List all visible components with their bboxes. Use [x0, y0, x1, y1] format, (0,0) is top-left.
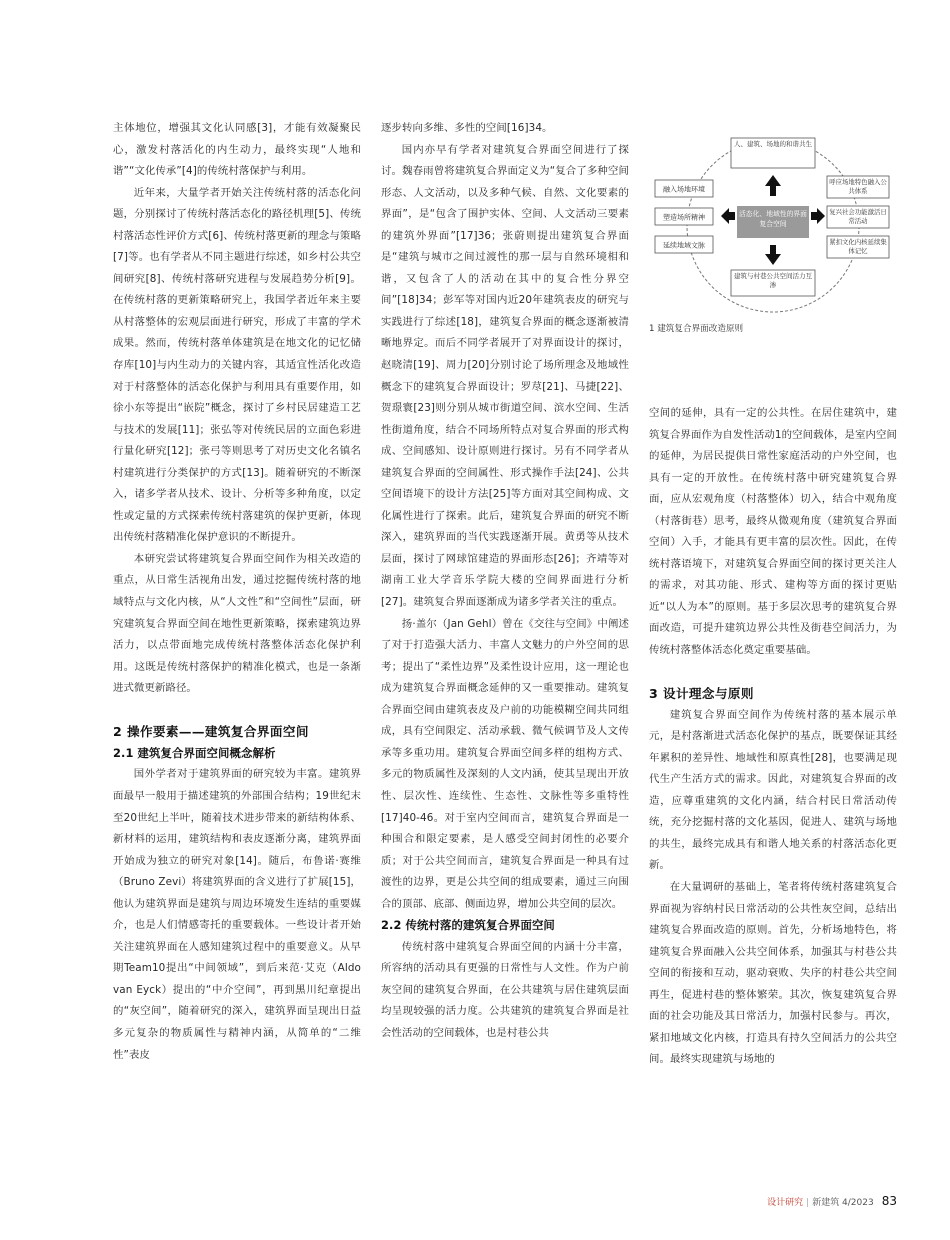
paragraph: 国外学者对于建筑界面的研究较为丰富。建筑界面最早一般用于描述建筑的外部围合结构；19世纪末至20世纪上半叶，随着技术进步带来的新结构体系、新材料的运用，建筑结构和表皮逐渐分离，建筑界面开始成为独立的研究对象[14]。随后，布鲁诺·赛维（Bruno Zevi）将建筑界面的含义进行了扩展[15]，他认为建筑界面是建筑与周边环境发生连结的重要媒介，也是人们情感寄托的重要载体。一些设计者开始关注建筑界面在人感知建筑过程中的重要意义。从早期Team10提出“中间领域”，到后来范·艾克（Aldo van Eyck）提出的“中介空间”，再到黑川纪章提出的“灰空间”，随着研究的深入，建筑界面呈现出日益多元复杂的物质属性与精神内涵，从简单的“二维性”表皮: [113, 768, 361, 1061]
paragraph: 建筑复合界面空间作为传统村落的基本展示单元，是村落渐进式活态化保护的基点，既要保证其经年累积的差异性、地域性和原真性[28]，也要满足现代生产生活方式的需求。因此，对建筑复合界面的改造，应尊重建筑的文化内涵，结合村民日常活动传统，充分挖掘村落的文化基因，促进人、建筑与场地的共生，最终完成具有和谐人地关系的村落活态化更新。: [649, 708, 897, 872]
page-number: 83: [881, 1194, 897, 1208]
text-column-1: [113, 118, 361, 1066]
left-box-3-label: 延续地域文脉: [663, 241, 705, 250]
footer-journal: 新建筑 4/2023: [812, 1198, 874, 1208]
left-box-1-label: 融入场地环境: [663, 185, 705, 194]
paragraph: 主体地位，增强其文化认同感[3]，才能有效凝聚民心，激发村落活化的内生动力，最终实现“人地和谐”“文化传承”[4]的传统村落保护与利用。: [113, 122, 361, 178]
bottom-box-label: 建筑与村巷公共空间活力互渗: [734, 272, 812, 289]
section-heading: 2 操作要素——建筑复合界面空间: [113, 724, 309, 740]
text-column-2: [381, 118, 629, 1045]
down-arrow-icon: [765, 245, 781, 265]
left-arrow-icon: [721, 208, 735, 224]
paragraph: 近年来，大量学者开始关注传统村落的活态化问题，分别探讨了传统村落活态化的路径机理[5]、传统村落活态性评价方式[6]、传统村落更新的理念与策略[7]等。也有学者从不同主题进行综述，如乡村公共空间研究[8]、传统村落研究进程与发展趋势分析[9]。在传统村落的更新策略研究上，我国学者近年来主要从村落整体的宏观层面进行研究，形成了丰富的学术成果。然而，传统村落单体建筑是在地文化的记忆储存库[10]与内生动力的关键内容，其适宜性活化改造对于村落整体的活态化保护与利用具有重要作用，如徐小东等提出“嵌院”概念，探讨了乡村民居建造工艺与技术的发展[11]；张弘等对传统民居的立面色彩进行量化研究[12]；张弓等则思考了对历史文化名镇名村建筑进行分类保护的方式[13]。随着研究的不断深入，诸多学者从技术、设计、分析等多种角度，以定性或定量的方式探索传统村落建筑的保护更新，体现出传统村落精准化保护意识的不断提升。: [113, 186, 361, 544]
paragraph: 在大量调研的基础上，笔者将传统村落建筑复合界面视为容纳村民日常活动的公共性灰空间，总结出建筑复合界面改造的原则。首先，分析场地特色，将建筑复合界面融入公共空间体系，加强其与村巷公共空间的衔接和互动，驱动衰败、失序的村巷公共空间再生，促进村巷的整体繁荣。其次，恢复建筑复合界面的社会功能及其日常活力，加强村民参与。再次，紧扣地域文化内核，打造具有持久空间活力的公共空间。最终实现建筑与场地的: [649, 881, 897, 1066]
design-principle-diagram: [649, 128, 897, 338]
right-arrow-icon: [811, 208, 825, 224]
footer-category: 设计研究: [767, 1198, 804, 1208]
section-heading: 3 设计理念与原则: [649, 686, 754, 702]
paragraph: 逐步转向多维、多性的空间[16]34。: [381, 122, 553, 134]
subsection-heading: 2.2 传统村落的建筑复合界面空间: [381, 918, 555, 933]
right-box-1-label: 呼应场地特色融入公共体系: [829, 178, 887, 195]
right-box-3-label: 紧扣文化内核延续集体记忆: [829, 238, 887, 255]
paragraph: 传统村落中建筑复合界面空间的内涵十分丰富，所容纳的活动具有更强的日常性与人文性。作为户前灰空间的建筑复合界面，在公共建筑与居住建筑层面均呈现较强的活力度。公共建筑的建筑复合界面是社会性活动的空间载体，也是村巷公共: [381, 940, 629, 1039]
paragraph: 本研究尝试将建筑复合界面空间作为相关改造的重点，从日常生活视角出发，通过挖掘传统村落的地域特点与文化内核，从“人文性”和“空间性”层面，研究建筑复合界面空间在地性更新策略，探索建筑边界活力，以点带面地完成传统村落整体活态化保护利用。这既是传统村落保护的精准化模式，也是一条渐进式微更新路径。: [113, 552, 361, 695]
right-box-2-label: 复兴社会功能激活日常活动: [829, 208, 887, 225]
top-box-label: 人、建筑、场地的和谐共生: [734, 140, 812, 148]
paragraph: 扬·盖尔（Jan Gehl）曾在《交往与空间》中阐述了对于打造强大活力、丰富人文魅力的户外空间的思考；提出了“柔性边界”及柔性设计应用，这一理论也成为建筑复合界面概念延伸的又一重要推动。建筑复合界面空间由建筑表皮及户前的功能模糊空间共同组成，具有空间限定、活动承载、微气候调节及人文传承等多重功用。建筑复合界面空间多样的组构方式、多元的物质属性及深刻的人文内涵，使其呈现出开放性、层次性、连续性、生态性、文脉性等多重特性[17]40-46。对于室内空间而言，建筑复合界面是一种围合和限定要素，是人感受空间封闭性的必要介质；对于公共空间而言，建筑复合界面是一种具有过渡性的边界，更是公共空间的组成要素，通过三向围合的顶部、底部、侧面边界，增加公共空间的层次。: [381, 617, 629, 910]
left-box-2-label: 塑造场所精神: [663, 213, 705, 222]
up-arrow-icon: [765, 175, 781, 196]
figure-caption: 1 建筑复合界面改造原则: [649, 324, 744, 334]
page-footer: 设计研究 | 新建筑 4/2023 83: [767, 1194, 897, 1208]
center-box-label: 活态化、地域性的界面复合空间: [739, 210, 807, 228]
text-column-3: [649, 403, 897, 1071]
paragraph: 国内亦早有学者对建筑复合界面空间进行了探讨。魏春雨曾将建筑复合界面定义为“复合了多种空间形态、人文活动，以及多种气候、自然、文化要素的界面”，是“包含了围护实体、空间、人文活动三要素的建筑外界面”[17]36；张蔚则提出建筑复合界面是“建筑与城市之间过渡性的那一层与自然环境相和谐，又包含了人的活动在其中的复合性分界空间”[18]34；彭军等对国内近20年建筑表皮的研究与实践进行了综述[18]，建筑复合界面的概念逐渐被清晰地界定。而后不同学者展开了对界面设计的探讨，赵晓清[19]、周力[20]分别讨论了场所理念及地域性概念下的建筑复合界面设计；罗荩[21]、马捷[22]、贺璟寰[23]则分别从城市街道空间、滨水空间、生活性街道角度，结合不同场所特点对复合界面的形式构成、空间感知、设计原则进行探讨。另有不同学者从建筑复合界面的空间属性、形式操作手法[24]、公共空间语境下的设计方法[25]等方面对其空间构成、文化属性进行了探索。此后，建筑复合界面的研究不断深入，建筑界面的当代实践逐渐开展。黄勇等从技术层面，探讨了网球馆建造的界面形态[26]；齐靖等对湖南工业大学音乐学院大楼的空间界面进行分析[27]。建筑复合界面逐渐成为诸多学者关注的重点。: [381, 143, 629, 609]
paragraph: 空间的延伸，具有一定的公共性。在居住建筑中，建筑复合界面作为自发性活动1的空间载体，是室内空间的延伸，为居民提供日常性家庭活动的户外空间，也具有一定的开放性。在传统村落中研究建筑复合界面，应从宏观角度（村落整体）切入，结合中观角度（村落街巷）思考，最终从微观角度（建筑复合界面空间）入手，才能具有更丰富的层次性。因此，在传统村落语境下，对建筑复合界面空间的探讨更关注人的需求，对其功能、形式、建构等方面的探讨更贴近“以人为本”的原则。基于多层次思考的建筑复合界面改造，可提升建筑边界公共性及街巷空间活力，为传统村落整体活态化奠定重要基础。: [649, 407, 897, 657]
subsection-heading: 2.1 建筑复合界面空间概念解析: [113, 745, 276, 760]
